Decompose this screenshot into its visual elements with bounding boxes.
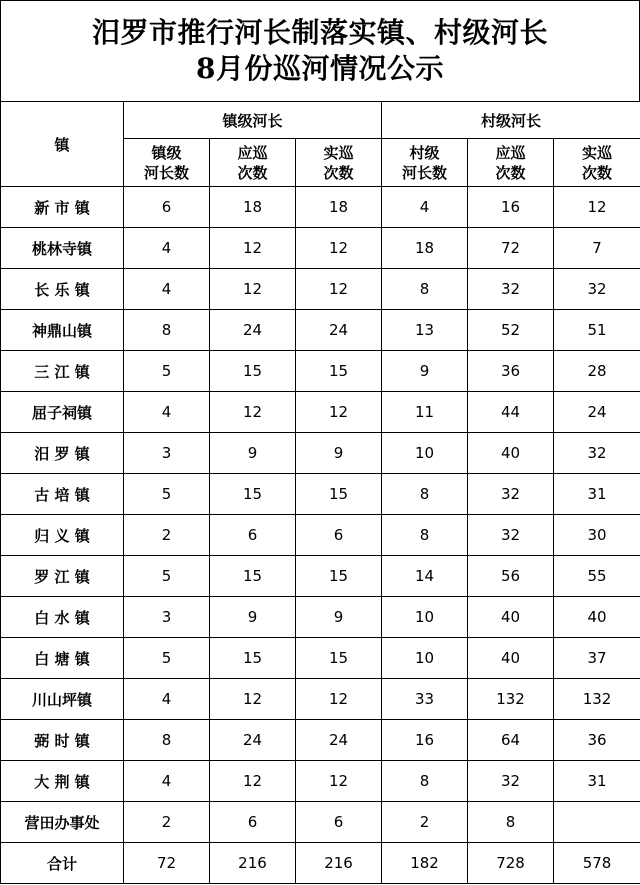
table-cell: 7 xyxy=(554,228,640,269)
table-cell: 8 xyxy=(124,310,210,351)
table-cell: 31 xyxy=(554,761,640,802)
table-cell: 15 xyxy=(210,556,296,597)
table-cell: 5 xyxy=(124,638,210,679)
total-cell: 728 xyxy=(468,843,554,884)
header-row-group xyxy=(1,102,640,139)
town-name: 川山坪镇 xyxy=(1,679,124,720)
patrol-table xyxy=(0,101,640,884)
table-cell: 6 xyxy=(296,802,382,843)
table-cell: 9 xyxy=(296,597,382,638)
header-sub-line: 村级 xyxy=(409,143,440,162)
header-sub-line: 实巡 xyxy=(323,143,354,162)
table-row xyxy=(1,269,640,310)
table-cell: 12 xyxy=(210,679,296,720)
table-cell: 12 xyxy=(210,228,296,269)
table-cell: 9 xyxy=(210,433,296,474)
table-cell: 56 xyxy=(468,556,554,597)
table-cell: 28 xyxy=(554,351,640,392)
table-cell: 3 xyxy=(124,597,210,638)
table-cell: 9 xyxy=(296,433,382,474)
table-cell: 51 xyxy=(554,310,640,351)
table-row xyxy=(1,310,640,351)
table-cell: 15 xyxy=(296,638,382,679)
town-name: 神鼎山镇 xyxy=(1,310,124,351)
table-cell: 18 xyxy=(382,228,468,269)
table-row xyxy=(1,679,640,720)
town-name: 归 义 镇 xyxy=(1,515,124,556)
table-cell: 30 xyxy=(554,515,640,556)
table-cell: 24 xyxy=(296,310,382,351)
table-cell: 8 xyxy=(382,761,468,802)
table-cell: 12 xyxy=(296,679,382,720)
table-cell: 32 xyxy=(554,269,640,310)
header-sub-line: 次数 xyxy=(495,163,526,182)
table-cell: 40 xyxy=(468,597,554,638)
table-cell: 36 xyxy=(468,351,554,392)
title-box xyxy=(0,0,640,101)
table-row xyxy=(1,351,640,392)
table-cell: 8 xyxy=(382,474,468,515)
header-sub-line: 河长数 xyxy=(143,163,189,182)
table-cell: 15 xyxy=(296,351,382,392)
header-sub-line: 实巡 xyxy=(582,143,613,162)
town-name: 大 荆 镇 xyxy=(1,761,124,802)
table-row xyxy=(1,515,640,556)
table-row xyxy=(1,228,640,269)
table-cell: 15 xyxy=(296,474,382,515)
table-cell: 55 xyxy=(554,556,640,597)
table-cell: 12 xyxy=(210,761,296,802)
town-name: 营田办事处 xyxy=(1,802,124,843)
table-cell: 6 xyxy=(210,802,296,843)
header-sub-5 xyxy=(554,139,640,187)
town-name: 屈子祠镇 xyxy=(1,392,124,433)
table-cell: 8 xyxy=(382,515,468,556)
table-cell: 4 xyxy=(124,679,210,720)
table-cell: 32 xyxy=(468,269,554,310)
table-cell: 6 xyxy=(296,515,382,556)
table-row xyxy=(1,187,640,228)
total-row xyxy=(1,843,640,884)
table-cell: 44 xyxy=(468,392,554,433)
table-cell: 2 xyxy=(382,802,468,843)
table-cell: 15 xyxy=(210,638,296,679)
page-title: 汨罗市推行河长制落实镇、村级河长 xyxy=(91,16,548,49)
town-name: 三 江 镇 xyxy=(1,351,124,392)
table-cell: 11 xyxy=(382,392,468,433)
table-cell: 24 xyxy=(210,310,296,351)
table-cell: 9 xyxy=(210,597,296,638)
town-name: 古 培 镇 xyxy=(1,474,124,515)
table-cell xyxy=(554,802,640,843)
header-sub-line: 应巡 xyxy=(237,143,268,162)
table-row xyxy=(1,720,640,761)
table-cell: 10 xyxy=(382,597,468,638)
total-cell: 216 xyxy=(210,843,296,884)
table-cell: 33 xyxy=(382,679,468,720)
header-sub-3 xyxy=(382,139,468,187)
table-row xyxy=(1,597,640,638)
table-cell: 40 xyxy=(468,433,554,474)
total-cell: 72 xyxy=(124,843,210,884)
table-cell: 4 xyxy=(124,392,210,433)
table-row xyxy=(1,638,640,679)
town-name: 白 塘 镇 xyxy=(1,638,124,679)
table-cell: 40 xyxy=(468,638,554,679)
table-cell: 4 xyxy=(124,269,210,310)
table-cell: 5 xyxy=(124,351,210,392)
table-cell: 6 xyxy=(124,187,210,228)
table-cell: 12 xyxy=(296,269,382,310)
table-cell: 132 xyxy=(554,679,640,720)
table-cell: 12 xyxy=(210,269,296,310)
table-cell: 16 xyxy=(382,720,468,761)
table-cell: 18 xyxy=(296,187,382,228)
town-name: 长 乐 镇 xyxy=(1,269,124,310)
header-sub-line: 河长数 xyxy=(402,163,448,182)
table-cell: 31 xyxy=(554,474,640,515)
table-cell: 132 xyxy=(468,679,554,720)
table-cell: 24 xyxy=(296,720,382,761)
town-name: 汨 罗 镇 xyxy=(1,433,124,474)
table-row xyxy=(1,392,640,433)
town-name: 罗 江 镇 xyxy=(1,556,124,597)
table-row xyxy=(1,802,640,843)
table-cell: 8 xyxy=(468,802,554,843)
town-name: 桃林寺镇 xyxy=(1,228,124,269)
table-cell: 64 xyxy=(468,720,554,761)
page-subtitle: 8月份巡河情况公示 xyxy=(196,52,444,85)
table-cell: 52 xyxy=(468,310,554,351)
header-sub-line: 次数 xyxy=(582,163,613,182)
table-cell: 16 xyxy=(468,187,554,228)
table-cell: 32 xyxy=(554,433,640,474)
town-name: 新 市 镇 xyxy=(1,187,124,228)
table-cell: 32 xyxy=(468,474,554,515)
header-sub-line: 次数 xyxy=(323,163,354,182)
table-cell: 18 xyxy=(210,187,296,228)
table-cell: 9 xyxy=(382,351,468,392)
table-cell: 15 xyxy=(210,474,296,515)
table-row xyxy=(1,761,640,802)
table-cell: 10 xyxy=(382,638,468,679)
town-name: 弼 时 镇 xyxy=(1,720,124,761)
table-cell: 12 xyxy=(554,187,640,228)
table-cell: 15 xyxy=(296,556,382,597)
table-cell: 2 xyxy=(124,515,210,556)
table-cell: 37 xyxy=(554,638,640,679)
header-sub-line: 镇级 xyxy=(151,143,182,162)
header-village-level: 村级河长 xyxy=(382,102,640,139)
header-sub-1 xyxy=(210,139,296,187)
table-cell: 13 xyxy=(382,310,468,351)
total-cell: 578 xyxy=(554,843,640,884)
header-sub-line: 次数 xyxy=(237,163,268,182)
town-name: 白 水 镇 xyxy=(1,597,124,638)
table-cell: 8 xyxy=(124,720,210,761)
table-cell: 12 xyxy=(210,392,296,433)
table-cell: 4 xyxy=(382,187,468,228)
header-sub-4 xyxy=(468,139,554,187)
table-cell: 4 xyxy=(124,761,210,802)
table-cell: 12 xyxy=(296,761,382,802)
table-cell: 8 xyxy=(382,269,468,310)
table-cell: 5 xyxy=(124,556,210,597)
table-row xyxy=(1,433,640,474)
table-cell: 4 xyxy=(124,228,210,269)
total-label: 合计 xyxy=(1,843,124,884)
table-cell: 14 xyxy=(382,556,468,597)
table-cell: 24 xyxy=(554,392,640,433)
table-cell: 15 xyxy=(210,351,296,392)
header-sub-0 xyxy=(124,139,210,187)
table-cell: 32 xyxy=(468,761,554,802)
total-cell: 182 xyxy=(382,843,468,884)
table-cell: 6 xyxy=(210,515,296,556)
table-cell: 24 xyxy=(210,720,296,761)
header-town: 镇 xyxy=(1,102,124,187)
header-sub-line: 应巡 xyxy=(495,143,526,162)
table-cell: 3 xyxy=(124,433,210,474)
table-cell: 5 xyxy=(124,474,210,515)
table-cell: 32 xyxy=(468,515,554,556)
table-cell: 2 xyxy=(124,802,210,843)
total-cell: 216 xyxy=(296,843,382,884)
table-cell: 36 xyxy=(554,720,640,761)
table-cell: 10 xyxy=(382,433,468,474)
table-cell: 12 xyxy=(296,228,382,269)
table-cell: 12 xyxy=(296,392,382,433)
header-sub-2 xyxy=(296,139,382,187)
table-cell: 72 xyxy=(468,228,554,269)
table-cell: 40 xyxy=(554,597,640,638)
table-row xyxy=(1,474,640,515)
table-row xyxy=(1,556,640,597)
header-town-level: 镇级河长 xyxy=(124,102,382,139)
